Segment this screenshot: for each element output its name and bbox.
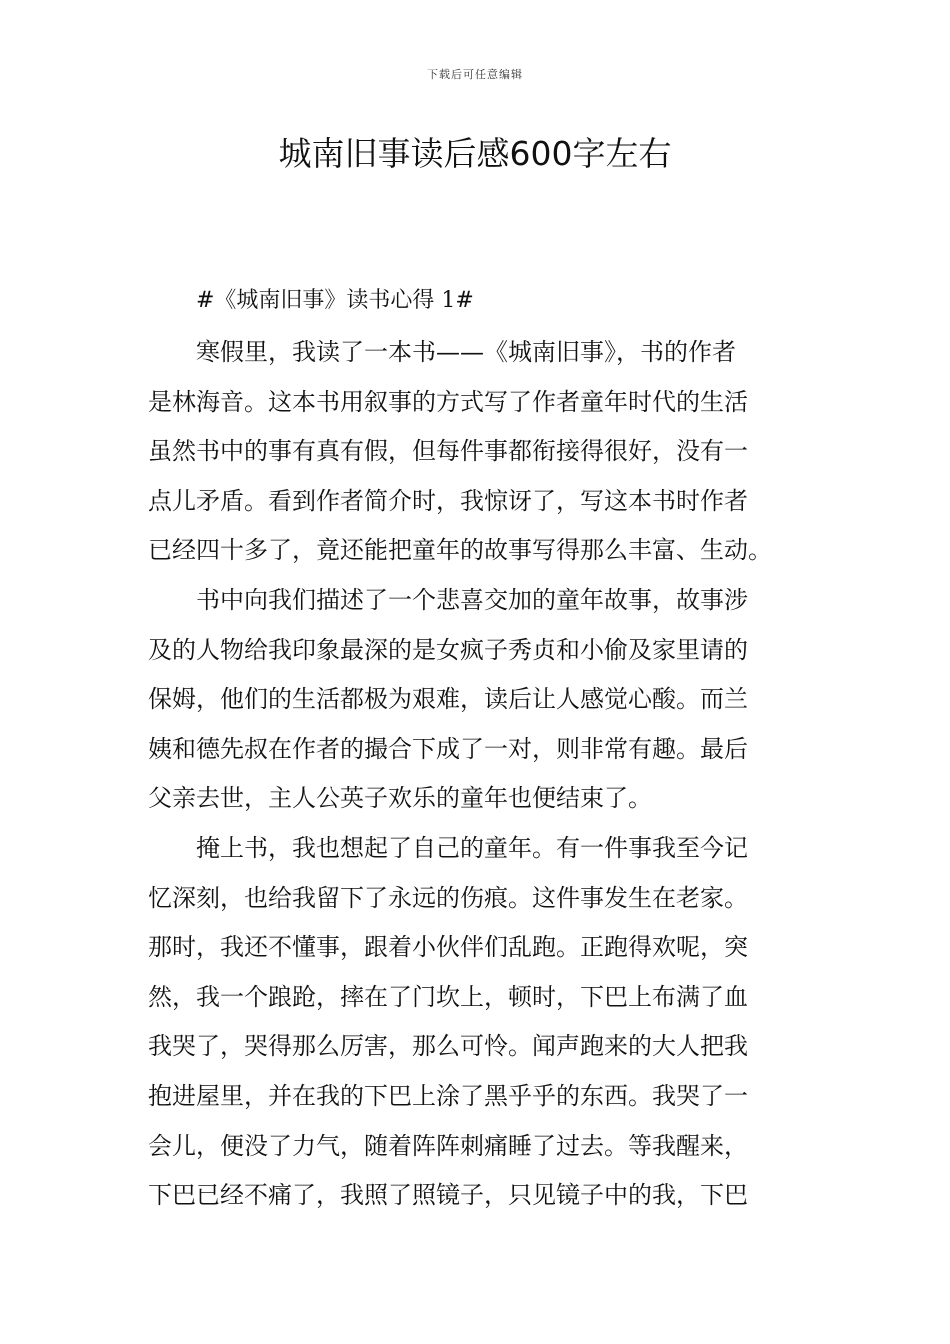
section-heading: #《城南旧事》读书心得 1# bbox=[196, 288, 474, 313]
paragraph-2-line-3: 保姆，他们的生活都极为艰难，读后让人感觉心酸。而兰 bbox=[148, 685, 748, 714]
paragraph-1-line-4: 点儿矛盾。看到作者简介时，我惊讶了，写这本书时作者 bbox=[148, 486, 748, 515]
paragraph-1-line-2: 是林海音。这本书用叙事的方式写了作者童年时代的生活 bbox=[148, 387, 748, 416]
paragraph-3-line-2: 忆深刻，也给我留下了永远的伤痕。这件事发生在老家。 bbox=[148, 883, 748, 912]
paragraph-1-line-1: 寒假里，我读了一本书——《城南旧事》，书的作者 bbox=[196, 338, 736, 366]
paragraph-2-line-4: 姨和德先叔在作者的撮合下成了一对，则非常有趣。最后 bbox=[148, 734, 748, 763]
body-text bbox=[148, 328, 808, 1221]
document-title: 城南旧事读后感600字左右 bbox=[278, 134, 672, 173]
paragraph-3-line-3: 那时，我还不懂事，跟着小伙伴们乱跑。正跑得欢呢，突 bbox=[148, 933, 748, 962]
paragraph-1-line-3: 虽然书中的事有真有假，但每件事都衔接得很好，没有一 bbox=[148, 437, 748, 466]
header-note: 下载后可任意编辑 bbox=[427, 68, 523, 81]
paragraph-2-line-1: 书中向我们描述了一个悲喜交加的童年故事，故事涉 bbox=[196, 585, 748, 614]
paragraph-1-line-5: 已经四十多了，竟还能把童年的故事写得那么丰富、生动。 bbox=[148, 536, 772, 565]
paragraph-2-line-5: 父亲去世，主人公英子欢乐的童年也便结束了。 bbox=[148, 784, 652, 813]
paragraph-3-line-4: 然，我一个踉跄，摔在了门坎上，顿时，下巴上布满了血 bbox=[148, 982, 748, 1011]
paragraph-2-line-2: 及的人物给我印象最深的是女疯子秀贞和小偷及家里请的 bbox=[148, 635, 748, 664]
paragraph-3-line-5: 我哭了，哭得那么厉害，那么可怜。闻声跑来的大人把我 bbox=[148, 1032, 748, 1061]
paragraph-3-line-1: 掩上书，我也想起了自己的童年。有一件事我至今记 bbox=[196, 833, 748, 862]
paragraph-3-line-6: 抱进屋里，并在我的下巴上涂了黑乎乎的东西。我哭了一 bbox=[148, 1081, 748, 1110]
paragraph-3-line-8: 下巴已经不痛了，我照了照镜子，只见镜子中的我，下巴 bbox=[148, 1181, 748, 1210]
paragraph-3-line-7: 会儿，便没了力气，随着阵阵刺痛睡了过去。等我醒来， bbox=[148, 1131, 748, 1160]
